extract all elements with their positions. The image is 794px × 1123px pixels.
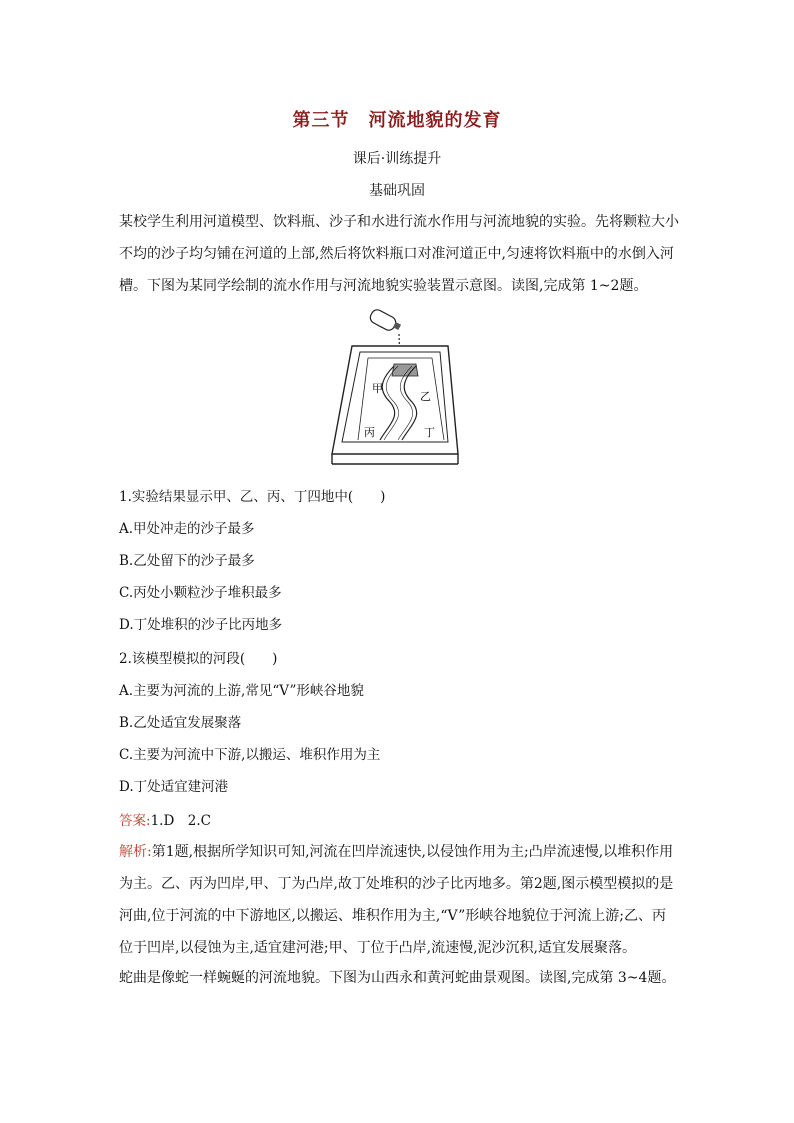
answer-line xyxy=(119,809,211,829)
q2-stem: 2.该模型模拟的河段( ) xyxy=(119,651,278,667)
label-ding: 丁 xyxy=(424,426,435,439)
analysis-label: 解析: xyxy=(119,844,152,860)
q1-option-d[interactable]: D.丁处堆积的沙子比丙地多 xyxy=(119,617,283,633)
analysis-text: 第1题,根据所学知识可知,河流在凹岸流速快,以侵蚀作用为主;凸岸流速慢,以堆积作用为主。乙、丙为凹岸,甲、丁为凸岸,故丁处堆积的沙子比丙地多。第2题,图示模型模拟的是河曲,位于河流的中下游地区,以搬运、堆积作用为主,“V”形峡谷地貌位于河流上游;乙、丙位于凹岸,以侵蚀为主,适宜建河港;甲、丁位于凸岸,流速慢,泥沙沉积,适宜发展聚落。 xyxy=(119,844,674,956)
analysis-paragraph xyxy=(119,836,679,964)
label-bing: 丙 xyxy=(364,426,375,439)
label-jia: 甲 xyxy=(372,382,383,395)
q1-option-a[interactable]: A.甲处冲走的沙子最多 xyxy=(119,521,255,537)
answer-text: 1.D 2.C xyxy=(150,813,211,829)
q2-option-c[interactable]: C.主要为河流中下游,以搬运、堆积作用为主 xyxy=(119,747,381,763)
q2-option-b[interactable]: B.乙处适宜发展聚落 xyxy=(119,715,242,731)
q1-stem: 1.实验结果显示甲、乙、丙、丁四地中( ) xyxy=(119,489,386,505)
section-heading: 基础巩固 xyxy=(369,183,425,199)
q1-option-b[interactable]: B.乙处留下的沙子最多 xyxy=(119,553,255,569)
intro-paragraph: 某校学生利用河道模型、饮料瓶、沙子和水进行流水作用与河流地貌的实验。先将颗粒大小不均的沙子均匀铺在河道的上部,然后将饮料瓶口对准河道正中,匀速将饮料瓶中的水倒入河槽。下图为某同学绘制的流水作用与河流地貌实验装置示意图。读图,完成第 1~2题。 xyxy=(119,214,679,294)
bottle-icon xyxy=(368,308,401,332)
label-yi: 乙 xyxy=(420,390,431,403)
experiment-diagram xyxy=(320,308,470,468)
answer-label: 答案: xyxy=(119,813,151,829)
next-intro-paragraph: 蛇曲是像蛇一样蜿蜒的河流地貌。下图为山西永和黄河蛇曲景观图。读图,完成第 3~4题。 xyxy=(119,970,676,986)
q2-option-a[interactable]: A.主要为河流的上游,常见“V”形峡谷地貌 xyxy=(119,683,364,699)
q1-option-c[interactable]: C.丙处小颗粒沙子堆积最多 xyxy=(119,585,282,601)
q2-option-d[interactable]: D.丁处适宜建河港 xyxy=(119,779,229,795)
subtitle: 课后·训练提升 xyxy=(352,151,442,167)
page-title: 第三节 河流地貌的发育 xyxy=(292,110,502,131)
